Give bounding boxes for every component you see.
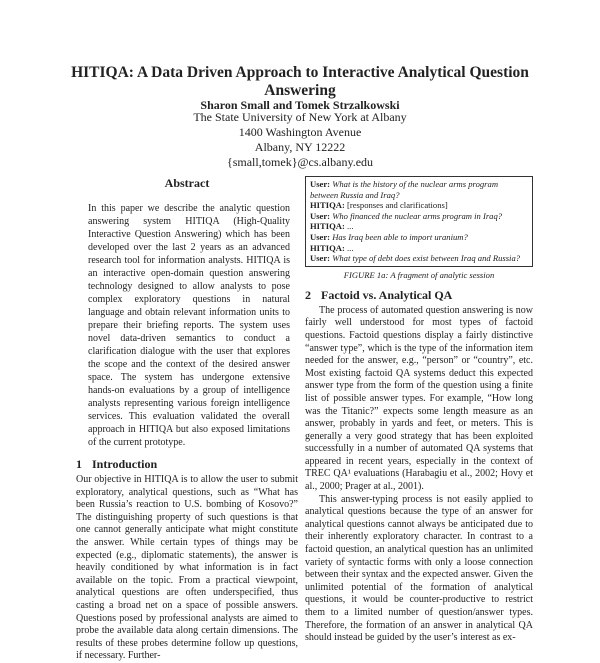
left-column	[76, 176, 298, 663]
utterance: Who financed the nuclear arms program in Iraq?	[332, 210, 503, 221]
section-1-number: 1	[76, 457, 82, 471]
utterance: What type of debt does exist between Iraq and Russia?	[332, 253, 521, 264]
utterance: ...	[347, 242, 354, 253]
affiliation-city: Albany, NY 12222	[254, 140, 346, 154]
section-2-title: Factoid vs. Analytical QA	[321, 287, 453, 302]
speaker-label: HITIQA:	[310, 242, 345, 253]
abstract-heading: Abstract	[164, 176, 210, 190]
utterance: ...	[347, 221, 354, 232]
utterance: Has Iraq been able to import uranium?	[332, 231, 468, 242]
speaker-label: User:	[310, 231, 331, 242]
section-1-title: Introduction	[92, 457, 158, 471]
dialogue-line	[310, 253, 528, 264]
section-2-heading	[305, 288, 533, 302]
dialogue-line	[310, 243, 528, 254]
dialogue-line	[310, 200, 528, 211]
affiliation-university: The State University of New York at Albany	[193, 110, 407, 124]
dialogue-line	[310, 232, 528, 243]
figure-1a-dialogue-box	[305, 176, 533, 267]
speaker-label: User:	[310, 253, 331, 264]
dialogue-line	[310, 211, 528, 222]
utterance: What is the history of the nuclear arms program between Russia and Iraq?	[310, 179, 499, 200]
author-affiliation	[100, 110, 500, 170]
affiliation-street: 1400 Washington Avenue	[238, 125, 362, 139]
section-1-paragraph: Our objective in HITIQA is to allow the user to submit exploratory, analytical questions, such as “What has been Russia’s reaction to U.S. bombing of Kosovo?” The distinguishing property of such questions is that one cannot generally anticipate what might constitute the answer. While certain types of things may be expected (e.g., diplomatic statements), the answer is heavily conditioned by what information is in fact available on the topic. From a practical viewpoint, analytical questions are often underspecified, thus casting a broad net on a space of possible answers. Questions posed by professional analysts are aimed to probe the available data along certain dimensions. The results of these probes determine follow up questions, if necessary. Further-	[76, 474, 298, 662]
section-2-paragraph-1: The process of automated question answering is now fairly well understood for most types of factoid questions. Factoid questions display a fairly distinctive “answer type”, which is the type of the information item needed for the answer, e.g., “person” or “country”, etc. Most existing factoid QA systems deduct this expected answer type from the form of the question using a finite list of possible answer types. For example, “How long was the Titanic?” expects some length measure as an answer, probably in yards and feet, or meters. This is generally a very good strategy that has been exploited successfully in a number of automated QA systems that appeared in recent years, especially in the context of TREC QA¹ evaluations (Harabagiu et al., 2002; Hovy et al., 2000; Prager at al., 2001).	[305, 304, 533, 493]
utterance: [responses and clarifications]	[347, 200, 448, 211]
dialogue-line	[310, 179, 528, 200]
figure-caption: FIGURE 1a: A fragment of analytic session	[343, 269, 495, 280]
right-column	[305, 176, 533, 645]
section-1-heading	[76, 457, 298, 471]
paper-authors: Sharon Small and Tomek Strzalkowski	[200, 98, 400, 112]
paper-title: HITIQA: A Data Driven Approach to Interactive Analytical Question Answering	[71, 64, 529, 99]
speaker-label: User:	[310, 210, 331, 221]
speaker-label: HITIQA:	[310, 221, 345, 232]
section-2-paragraph-2: This answer-typing process is not easily applied to analytical questions because the type of an answer for analytical questions cannot always be anticipated due to their inherently exploratory character. In contrast to a factoid question, an analytical question has an unlimited variety of syntactic forms with only a loose connection between their syntax and the expected answer. Given the unlimited potential of the formation of analytical questions, it would be counter-productive to restrict them to a limited number of question/answer types. Therefore, the formation of an answer in analytical QA should instead be guided by the user’s interest as ex-	[305, 493, 533, 644]
speaker-label: User:	[310, 179, 331, 189]
abstract-text: In this paper we describe the analytic question answering system HITIQA (High-Quality Interactive Question Answering) which has been developed over the last 2 years as an advanced research tool for information analysts. HITIQA is an interactive open-domain question answering technology designed to allow analysts to pose complex exploratory questions in natural language and obtain relevant information units to prepare their briefing reports. The system uses novel data-driven semantics to conduct a clarification dialogue with the user that explores the scope and the context of the desired answer space. The system has undergone extensive hands-on evaluations by a group of intelligence analysts representing various foreign intelligence services. This evaluation validated the overall approach in HITIQA but also exposed limitations of the current prototype.	[88, 203, 290, 448]
affiliation-email: {small,tomek}@cs.albany.edu	[226, 155, 374, 169]
dialogue-line	[310, 221, 528, 232]
section-2-number: 2	[305, 287, 311, 302]
speaker-label: HITIQA:	[310, 200, 345, 211]
